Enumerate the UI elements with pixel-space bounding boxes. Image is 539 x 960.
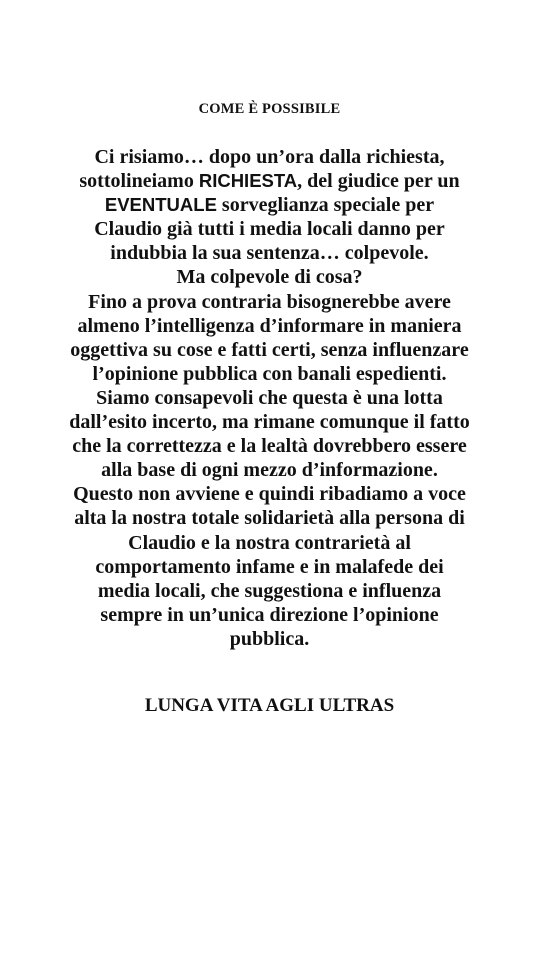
body-line: indubbia la sua sentenza… colpevole.: [110, 242, 429, 265]
body-line: Fino a prova contraria bisognerebbe avere: [88, 290, 451, 313]
body-line: alta la nostra totale solidarietà alla persona di: [74, 507, 465, 530]
body-line: che la correttezza e la lealtà dovrebbero essere: [72, 435, 467, 458]
body-line: l’opinione pubblica con banali espedienti.: [92, 362, 447, 385]
body-line: almeno l’intelligenza d’informare in maniera: [77, 314, 462, 337]
body-line: Ma colpevole di cosa?: [176, 266, 363, 289]
body-line: [20, 169, 519, 193]
body-line: Questo non avviene e quindi ribadiamo a voce: [73, 483, 466, 506]
body-line: oggettiva su cose e fatti certi, senza influenzare: [70, 338, 469, 361]
body-line: Claudio e la nostra contrarietà al: [128, 531, 411, 554]
body-line: pubblica.: [229, 627, 310, 650]
body-line: alla base di ogni mezzo d’informazione.: [101, 459, 438, 482]
body-line: comportamento infame e in malafede dei: [95, 555, 444, 578]
body-line: [20, 193, 519, 217]
body-line-part: , del giudice per un: [297, 170, 460, 193]
document-title: COME È POSSIBILE: [198, 101, 341, 117]
body-line: media locali, che suggestiona e influenza: [97, 579, 442, 602]
body-line: dall’esito incerto, ma rimane comunque il fatto: [69, 411, 470, 434]
statement-body: [20, 145, 519, 651]
body-line: Ci risiamo… dopo un’ora dalla richiesta,: [94, 146, 445, 168]
closing-slogan: LUNGA VITA AGLI ULTRAS: [144, 695, 395, 716]
body-line: sempre in un’unica direzione l’opinione: [100, 603, 439, 626]
emphasis-word: RICHIESTA: [198, 170, 298, 192]
body-line-part: sottolineiamo: [79, 170, 199, 193]
body-line-part: sorveglianza speciale per: [216, 194, 435, 217]
body-line: Claudio già tutti i media locali danno per: [94, 218, 445, 241]
emphasis-word: EVENTUALE: [104, 194, 217, 216]
body-line: Siamo consapevoli che questa è una lotta: [96, 386, 443, 409]
